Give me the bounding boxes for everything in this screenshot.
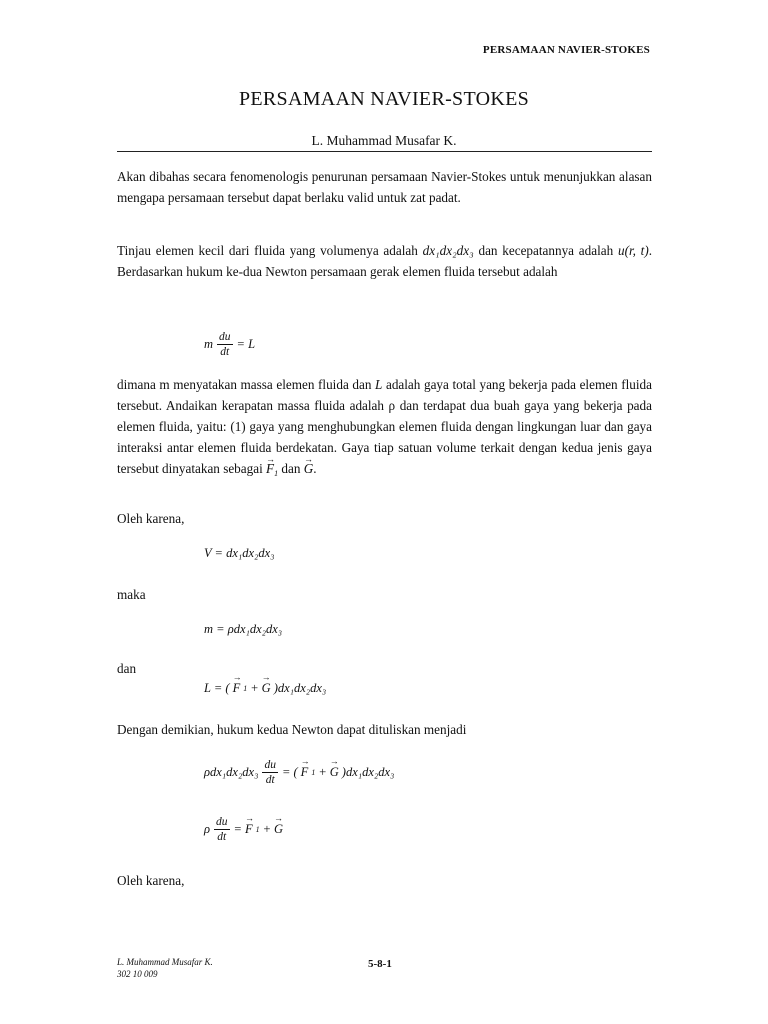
paragraph-element [117, 240, 652, 282]
eq6-eq: = [233, 822, 242, 836]
paragraph-intro-text: Akan dibahas secara fenomenologis penurunan persamaan Navier-Stokes untuk menunjukkan alasan mengapa persamaan tersebut dapat berlaku valid untuk zat padat. [117, 169, 652, 205]
p3-text-a: dimana m menyatakan massa elemen fluida dan [117, 377, 372, 392]
equation-total-force [204, 681, 326, 696]
running-header: PERSAMAAN NAVIER-STOKES [482, 44, 650, 56]
p3-end: . [313, 461, 317, 476]
eq1-lhs: m [204, 337, 214, 351]
p2-text-b: dan kecepatannya adalah [478, 243, 614, 258]
eq6-f-vector: → F [245, 822, 253, 837]
eq5-f-subscript: 1 [311, 768, 316, 777]
g-vector: → G [304, 458, 314, 479]
eq4-rhs: )dx₁dx₂dx₃ [273, 681, 327, 695]
eq6-lhs: ρ [204, 822, 210, 836]
eq6-plus: + [262, 822, 272, 836]
total-force-symbol: L [375, 377, 383, 392]
footer-author: L. Muhammad Musafar K. [117, 957, 213, 967]
f1-vector: → F [266, 458, 274, 479]
p2-text-c: . Berdasarkan hukum ke-dua Newton persamaan gerak elemen fluida tersebut adalah [117, 243, 653, 279]
eq5-g-vector: → G [330, 765, 339, 780]
author-line: L. Muhammad Musafar K. [311, 133, 457, 148]
velocity-expression: u(r, t) [617, 243, 649, 258]
eq5-denominator: dt [265, 774, 275, 786]
volume-expression: dx₁dx₂dx₃ [422, 243, 474, 258]
eq5-lhs: ρdx₁dx₂dx₃ [204, 765, 259, 779]
eq1-numerator: du [219, 331, 231, 343]
maka-label: maka [117, 587, 146, 602]
paragraph-forces [117, 374, 652, 484]
eq1-rhs: = L [236, 337, 256, 351]
document-title: PERSAMAAN NAVIER-STOKES [238, 88, 530, 110]
equation-mass: m = ρdx₁dx₂dx₃ [204, 622, 283, 636]
equation-newton-simplified [204, 815, 283, 844]
eq6-f-subscript: 1 [255, 825, 260, 834]
eq5-fraction [262, 758, 278, 787]
eq5-numerator: du [264, 759, 276, 771]
eq5-rhs: )dx₁dx₂dx₃ [341, 765, 395, 779]
eq1-denominator: dt [220, 346, 230, 358]
footer-id: 302 10 009 [117, 969, 158, 979]
equation-volume: V = dx₁dx₂dx₃ [204, 546, 275, 560]
eq6-fraction [214, 815, 230, 844]
p3-text-b: adalah gaya total yang bekerja pada elemen fluida tersebut. Andaikan kerapatan massa fluida adalah ρ dan terdapat dua buah gaya yang bekerja pada elemen fluida, yaitu: (1) gaya yang menghubungkan elemen fluida dengan lingkungan luar dan gaya interaksi antar elemen fluida berdekatan. Gaya tiap satuan volume terkait dengan kedua jenis gaya tersebut dinyatakan sebagai [117, 377, 653, 476]
paragraph-conclusion: Dengan demikian, hukum kedua Newton dapat dituliskan menjadi [117, 722, 467, 737]
page-number: 5-8-1 [368, 958, 392, 970]
p2-text-a: Tinjau elemen kecil dari fluida yang volumenya adalah [117, 243, 418, 258]
p3-and: dan [281, 461, 301, 476]
eq4-g-vector: → G [262, 681, 271, 696]
force-g-symbol [303, 461, 317, 476]
title-rule [117, 151, 652, 152]
force-f1-symbol [266, 461, 278, 476]
oleh-karena-2: Oleh karena, [117, 873, 185, 888]
eq1-fraction [217, 330, 233, 359]
eq4-f-subscript: 1 [243, 684, 248, 693]
paragraph-intro [117, 166, 652, 208]
dan-label: dan [117, 661, 137, 676]
eq4-plus: + [250, 681, 259, 695]
eq6-g-vector: → G [274, 822, 283, 837]
eq5-plus: + [318, 765, 327, 779]
f1-subscript: 1 [274, 469, 279, 478]
footer-author-block [117, 956, 213, 980]
equation-newton-expanded [204, 758, 394, 787]
equation-newton [204, 330, 255, 359]
eq6-numerator: du [216, 816, 228, 828]
eq4-f-vector: → F [233, 681, 241, 696]
oleh-karena-1: Oleh karena, [117, 511, 185, 526]
eq6-denominator: dt [217, 831, 227, 843]
eq5-mid: = ( [281, 765, 298, 779]
eq4-lhs: L = ( [204, 681, 230, 695]
eq5-f-vector: → F [301, 765, 309, 780]
